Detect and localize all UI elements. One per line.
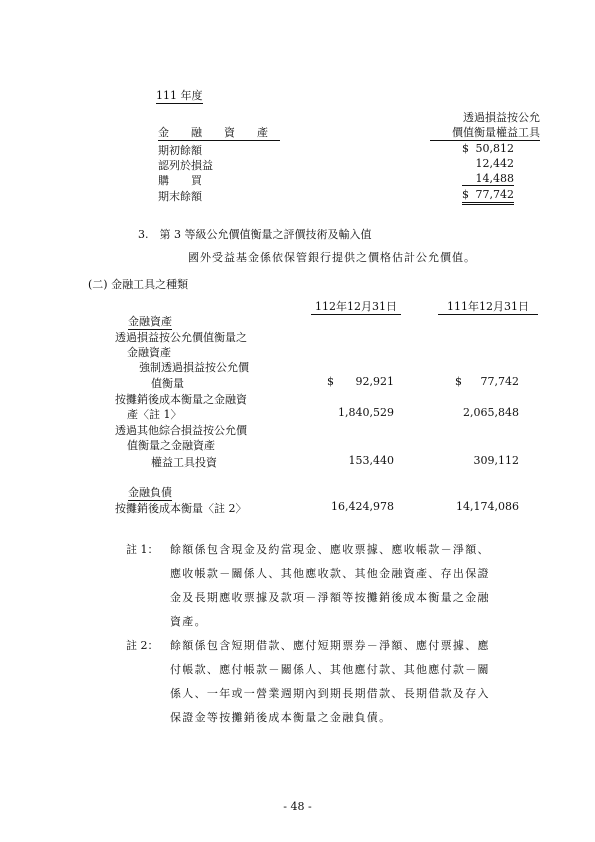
prior-row-value: 14,488 bbox=[462, 172, 514, 186]
prior-row-prefix: $ bbox=[462, 142, 469, 155]
liabilities-title: 金融負債 bbox=[128, 486, 172, 499]
asset-row-prefix: $ bbox=[327, 375, 334, 388]
prior-row-label: 認列於損益 bbox=[158, 159, 213, 172]
prior-row-value: 50,812 bbox=[475, 142, 514, 155]
prior-year-title: 111 年度 bbox=[156, 89, 203, 102]
prior-col-header-line2: 價值衡量權益工具 bbox=[430, 124, 540, 141]
asset-row-label: 透過其他綜合損益按公允價 bbox=[115, 424, 247, 437]
note2-line: 付帳款、應付帳款－關係人、其他應付款、其他應付款－關 bbox=[170, 663, 490, 676]
prior-row-label-header: 金 融 資 產 bbox=[158, 124, 280, 141]
note2-line: 保證金等按攤銷後成本衡量之金融負債。 bbox=[170, 711, 392, 724]
asset-row-label: 透過損益按公允價值衡量之 bbox=[115, 331, 247, 344]
section3-heading: 3. 第 3 等級公允價值衡量之評價技術及輸入值 bbox=[138, 228, 372, 241]
asset-row-label: 值衡量之金融資產 bbox=[127, 439, 215, 452]
prior-row-value: 77,742 bbox=[475, 188, 514, 201]
note1-line: 資產。 bbox=[170, 615, 207, 628]
liability-row-value-2023: 16,424,978 bbox=[331, 500, 394, 513]
asset-row-value-2022: 309,112 bbox=[473, 454, 519, 467]
asset-row-label: 按攤銷後成本衡量之金融資 bbox=[115, 393, 247, 406]
note1-line: 應收帳款－關係人、其他應收款、其他金融資產、存出保證 bbox=[170, 567, 490, 580]
asset-row-label: 產〈註 1〉 bbox=[127, 408, 182, 421]
section-b-heading: (二) 金融工具之種類 bbox=[88, 278, 189, 291]
asset-row-value-2023: 1,840,529 bbox=[338, 406, 394, 419]
asset-row-label: 權益工具投資 bbox=[151, 456, 217, 469]
prior-row-prefix: $ bbox=[462, 188, 469, 201]
asset-row-value-2022: 2,065,848 bbox=[463, 406, 519, 419]
prior-row-value: 12,442 bbox=[475, 157, 514, 170]
asset-row-label: 金融資產 bbox=[127, 346, 171, 359]
note2-line: 餘額係包含短期借款、應付短期票券－淨額、應付票據、應 bbox=[170, 639, 490, 652]
col-header-2023: 112年12月31日 bbox=[311, 298, 401, 315]
prior-row-label: 期末餘額 bbox=[158, 190, 202, 203]
note2-line: 係人、一年或一營業週期內到期長期借款、長期借款及存入 bbox=[170, 687, 490, 700]
prior-row-label: 期初餘額 bbox=[158, 144, 202, 157]
liability-row-value-2022: 14,174,086 bbox=[456, 500, 519, 513]
section3-text: 國外受益基金係依保管銀行提供之價格估計公允價值。 bbox=[188, 251, 476, 264]
col-header-2022: 111年12月31日 bbox=[438, 298, 538, 315]
page-number: - 48 - bbox=[283, 800, 312, 813]
liability-row-label: 按攤銷後成本衡量〈註 2〉 bbox=[115, 502, 247, 515]
note2-tag: 註 2： bbox=[126, 639, 159, 652]
asset-row-value-2023: 153,440 bbox=[348, 454, 394, 467]
asset-row-prefix: $ bbox=[455, 375, 462, 388]
asset-row-value-2022: 77,742 bbox=[480, 375, 519, 388]
assets-title: 金融資產 bbox=[128, 315, 172, 328]
prior-col-header-line1: 透過損益按公允 bbox=[463, 111, 540, 124]
note1-tag: 註 1： bbox=[126, 543, 159, 556]
note1-line: 餘額係包含現金及約當現金、應收票據、應收帳款－淨額、 bbox=[170, 543, 490, 556]
asset-row-label: 強制透過損益按公允價 bbox=[139, 361, 249, 374]
asset-row-label: 值衡量 bbox=[151, 377, 184, 390]
prior-row-label: 購 買 bbox=[158, 174, 202, 187]
note1-line: 金及長期應收票據及款項－淨額等按攤銷後成本衡量之金融 bbox=[170, 591, 490, 604]
asset-row-value-2023: 92,921 bbox=[355, 375, 394, 388]
